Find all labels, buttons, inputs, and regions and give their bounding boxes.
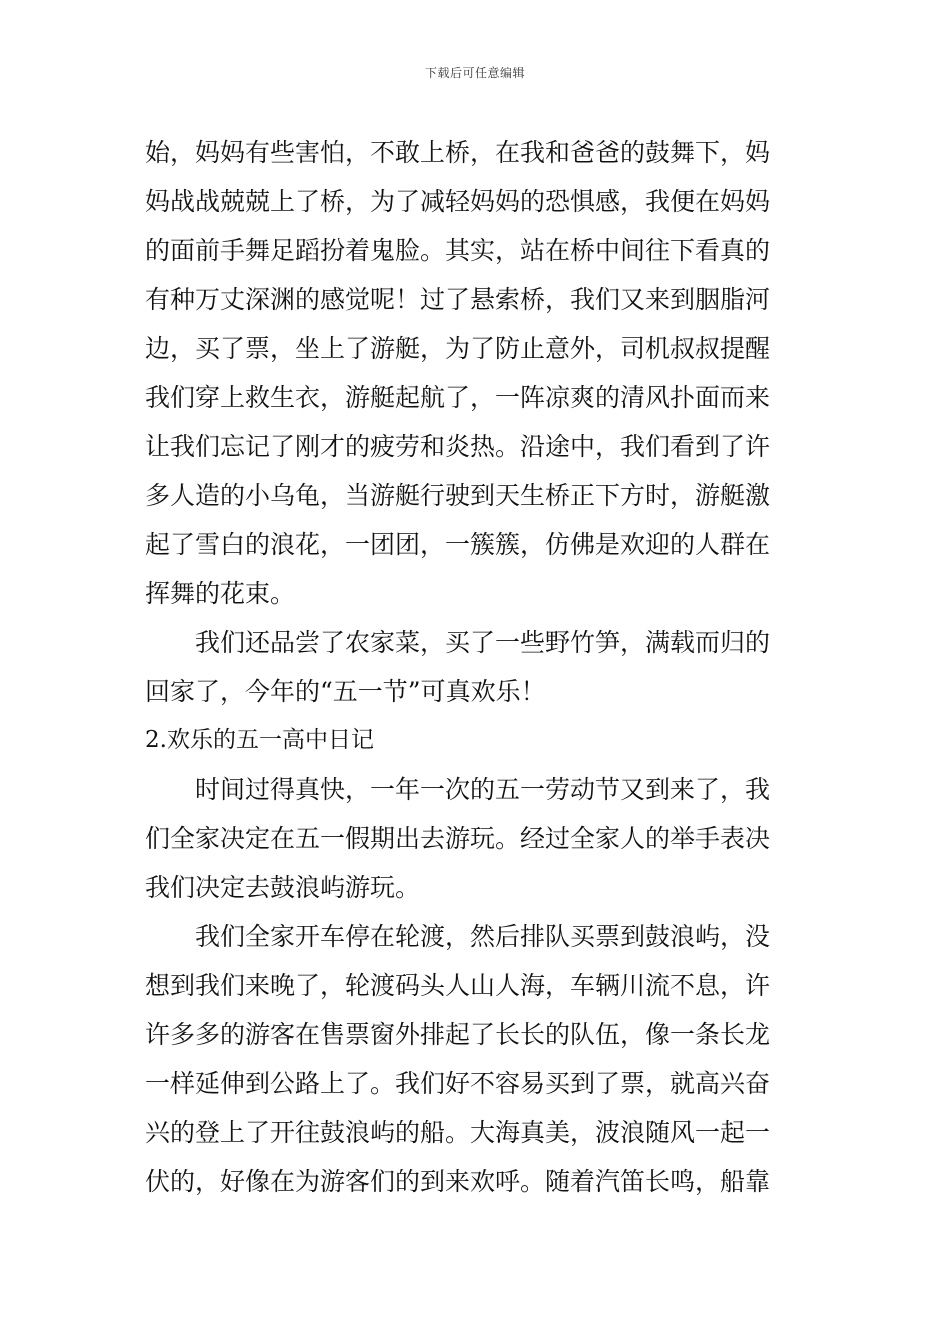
text-line: 起了雪白的浪花，一团团，一簇簇，仿佛是欢迎的人群在 — [145, 530, 771, 559]
text-line: 们全家决定在五一假期出去游玩。经过全家人的举手表决 — [145, 824, 771, 853]
text-line: 许多多的游客在售票窗外排起了长长的队伍，像一条长龙 — [145, 1020, 771, 1049]
text-line: 时间过得真快，一年一次的五一劳动节又到来了，我 — [145, 775, 771, 804]
section-heading: 2.欢乐的五一高中日记 — [145, 727, 374, 753]
text-line: 我们全家开车停在轮渡，然后排队买票到鼓浪屿，没 — [145, 922, 771, 951]
text-line: 挥舞的花束。 — [145, 579, 296, 608]
text-line: 让我们忘记了刚才的疲劳和炎热。沿途中，我们看到了许 — [145, 432, 771, 461]
text-line: 有种万丈深渊的感觉呢！过了悬索桥，我们又来到胭脂河 — [145, 285, 771, 314]
text-line: 始，妈妈有些害怕，不敢上桥，在我和爸爸的鼓舞下，妈 — [145, 138, 771, 167]
text-line: 妈战战兢兢上了桥，为了减轻妈妈的恐惧感，我便在妈妈 — [145, 187, 771, 216]
text-line: 回家了，今年的“五一节”可真欢乐！ — [145, 677, 546, 706]
page-header: 下载后可任意编辑 — [424, 66, 525, 80]
text-line: 多人造的小乌龟，当游艇行驶到天生桥正下方时，游艇激 — [145, 481, 771, 510]
text-line: 伏的，好像在为游客们的到来欢呼。随着汽笛长鸣，船靠 — [145, 1167, 771, 1196]
text-line: 想到我们来晚了，轮渡码头人山人海，车辆川流不息，许 — [145, 971, 771, 1000]
text-line: 的面前手舞足蹈扮着鬼脸。其实，站在桥中间往下看真的 — [145, 236, 771, 265]
text-line: 兴的登上了开往鼓浪屿的船。大海真美，波浪随风一起一 — [145, 1118, 771, 1147]
text-line: 我们穿上救生衣，游艇起航了，一阵凉爽的清风扑面而来 — [145, 383, 771, 412]
text-line: 一样延伸到公路上了。我们好不容易买到了票，就高兴奋 — [145, 1069, 771, 1098]
text-line: 我们决定去鼓浪屿游玩。 — [145, 873, 421, 902]
text-line: 我们还品尝了农家菜，买了一些野竹笋，满载而归的 — [145, 628, 771, 657]
text-line: 边，买了票，坐上了游艇，为了防止意外，司机叔叔提醒 — [145, 334, 771, 363]
body-text — [145, 128, 809, 1206]
